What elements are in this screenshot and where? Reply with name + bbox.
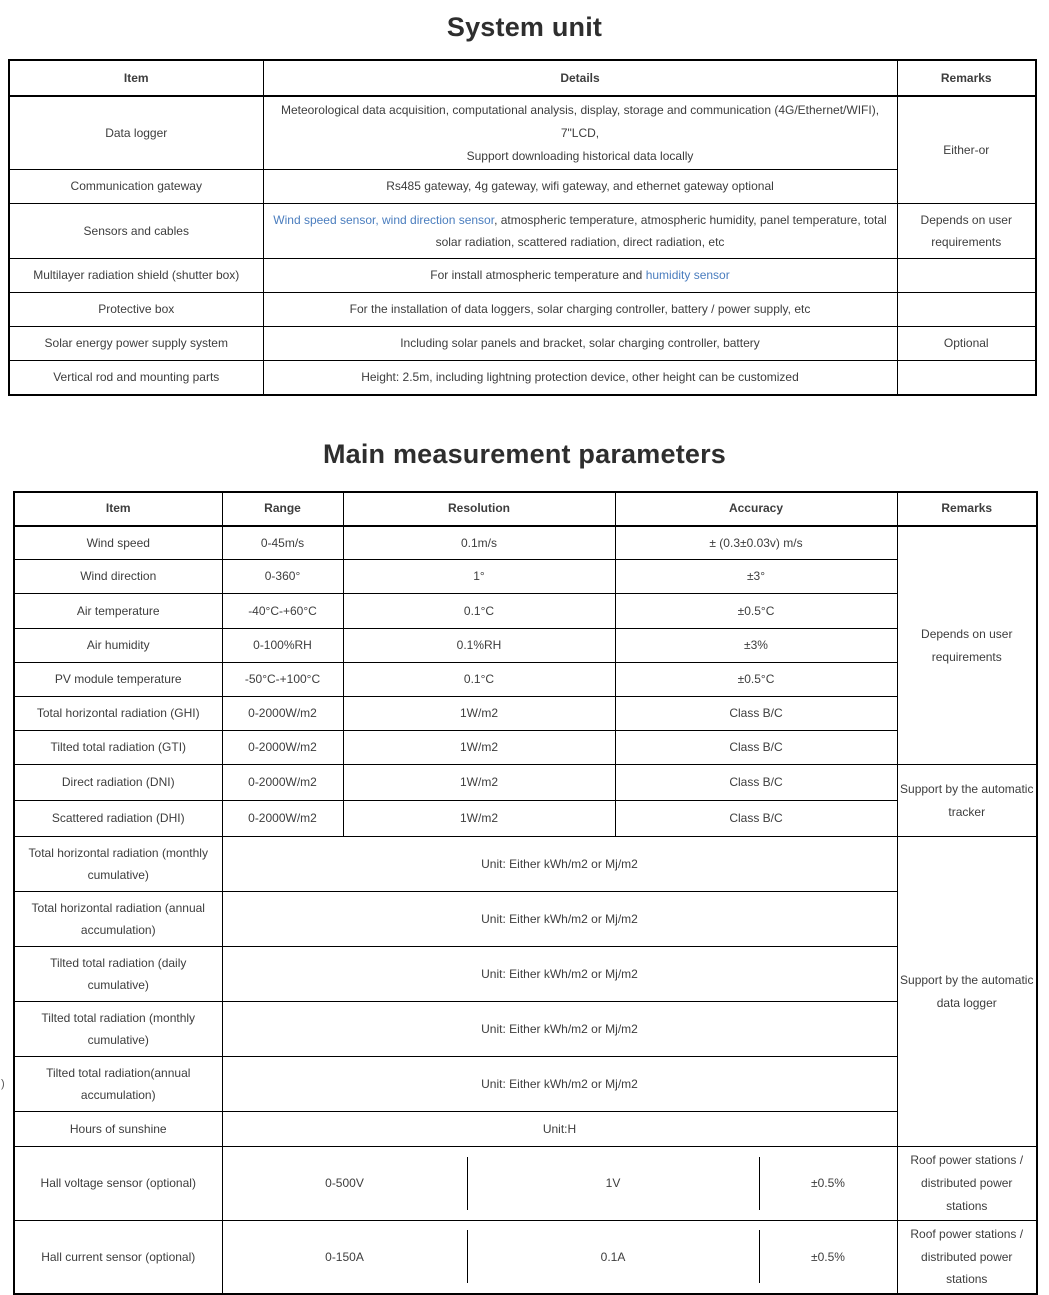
range-cell: 0-100%RH	[222, 629, 343, 663]
remarks-cell-empty	[897, 361, 1036, 395]
unit-cell: Unit: Either kWh/m2 or Mj/m2	[222, 892, 897, 947]
stray-paren-artifact: )	[1, 1078, 5, 1090]
row-data-logger	[9, 96, 1036, 170]
remarks-cell-depends: Depends on user requirements	[897, 526, 1037, 765]
row-communication-gateway	[9, 170, 1036, 204]
range-cell: 0-2000W/m2	[222, 765, 343, 801]
remarks-cell-optional: Optional	[897, 327, 1036, 361]
details-cell	[263, 96, 897, 170]
accuracy-cell: Class B/C	[615, 765, 897, 801]
accuracy-cell: Class B/C	[615, 801, 897, 837]
details-rest: , atmospheric temperature, atmospheric humidity, panel temperature, total solar radiation, scattered radiation, direct radiation, etc	[435, 212, 887, 250]
header-item: Item	[14, 492, 222, 526]
remarks-cell-roof	[897, 1147, 1037, 1220]
accuracy-cell: Class B/C	[615, 697, 897, 731]
system-unit-table	[8, 59, 1037, 396]
accuracy-cell: ± (0.3±0.03v) m/s	[615, 526, 897, 560]
details-cell: Height: 2.5m, including lightning protection device, other height can be customized	[263, 361, 897, 395]
unit-cell: Unit: Either kWh/m2 or Mj/m2	[222, 947, 897, 1002]
remarks-cell-either-or: Either-or	[897, 96, 1036, 204]
resolution-cell: 0.1m/s	[343, 526, 615, 560]
remarks-line2: distributed power stations	[921, 1176, 1013, 1213]
resolution-cell: 0.1°C	[343, 663, 615, 697]
row-ghi-monthly	[14, 837, 1037, 892]
remarks-cell-empty	[897, 293, 1036, 327]
item-cell: Solar energy power supply system	[9, 327, 263, 361]
unit-cell: Unit: Either kWh/m2 or Mj/m2	[222, 1057, 897, 1112]
item-cell: Wind direction	[14, 560, 222, 594]
item-cell: Air humidity	[14, 629, 222, 663]
measurement-parameters-table	[13, 491, 1038, 1295]
header-details: Details	[263, 60, 897, 96]
details-cell	[263, 204, 897, 259]
row-hall-voltage	[14, 1147, 1037, 1220]
accuracy-cell: ±3%	[615, 629, 897, 663]
row-gti-monthly	[14, 1002, 1037, 1057]
row-wind-speed	[14, 526, 1037, 560]
row-sensors-cables	[9, 204, 1036, 259]
row-radiation-shield	[9, 259, 1036, 293]
row-wind-direction	[14, 560, 1037, 594]
header-remarks: Remarks	[897, 492, 1037, 526]
details-cell	[263, 259, 897, 293]
range-cell: 0-45m/s	[222, 526, 343, 560]
row-air-humidity	[14, 629, 1037, 663]
remarks-cell-roof	[897, 1220, 1037, 1294]
range-cell: 0-2000W/m2	[222, 697, 343, 731]
remarks-cell-depends: Depends on user requirements	[897, 204, 1036, 259]
resolution-cell: 1W/m2	[343, 697, 615, 731]
details-cell: Rs485 gateway, 4g gateway, wifi gateway, and ethernet gateway optional	[263, 170, 897, 204]
header-range: Range	[222, 492, 343, 526]
accuracy-cell: ±0.5%	[811, 1176, 845, 1191]
resolution-cell: 0.1A	[468, 1230, 760, 1283]
accuracy-cell: Class B/C	[615, 731, 897, 765]
item-cell: Tilted total radiation(annual accumulation)	[14, 1057, 222, 1112]
row-vertical-rod	[9, 361, 1036, 395]
remarks-line1: Roof power stations /	[910, 1153, 1024, 1168]
range-cell: 0-360°	[222, 560, 343, 594]
item-cell: Vertical rod and mounting parts	[9, 361, 263, 395]
details-pre: For install atmospheric temperature and	[430, 268, 646, 283]
unit-cell: Unit:H	[222, 1112, 897, 1147]
resolution-cell: 0.1°C	[343, 594, 615, 629]
item-cell: Total horizontal radiation (annual accumulation)	[14, 892, 222, 947]
range-cell: 0-2000W/m2	[222, 731, 343, 765]
item-cell: Sensors and cables	[9, 204, 263, 259]
range-cell: -50°C-+100°C	[222, 663, 343, 697]
row-ghi	[14, 697, 1037, 731]
accuracy-cell: ±0.5°C	[615, 663, 897, 697]
item-cell: Data logger	[9, 96, 263, 170]
item-cell: Wind speed	[14, 526, 222, 560]
item-cell: Tilted total radiation (daily cumulative)	[14, 947, 222, 1002]
hall-current-values	[222, 1220, 897, 1294]
details-cell: Including solar panels and bracket, solar charging controller, battery	[263, 327, 897, 361]
unit-cell: Unit: Either kWh/m2 or Mj/m2	[222, 1002, 897, 1057]
row-pv-module-temperature	[14, 663, 1037, 697]
item-cell: Hall current sensor (optional)	[14, 1220, 222, 1294]
remarks-line2: distributed power stations	[921, 1249, 1013, 1287]
remarks-line1: Roof power stations /	[910, 1226, 1024, 1241]
row-hall-current	[14, 1220, 1037, 1294]
row-protective-box	[9, 293, 1036, 327]
item-cell: Hours of sunshine	[14, 1112, 222, 1147]
item-cell: Communication gateway	[9, 170, 263, 204]
unit-cell: Unit: Either kWh/m2 or Mj/m2	[222, 837, 897, 892]
details-line2: Support downloading historical data locally	[466, 148, 694, 163]
range-cell: 0-2000W/m2	[222, 801, 343, 837]
humidity-sensor-link[interactable]: humidity sensor	[645, 268, 730, 283]
row-gti	[14, 731, 1037, 765]
system-header-row	[9, 60, 1036, 96]
row-dni	[14, 765, 1037, 801]
params-header-row	[14, 492, 1037, 526]
item-cell: Hall voltage sensor (optional)	[14, 1147, 222, 1220]
accuracy-cell: ±0.5%	[811, 1249, 845, 1264]
resolution-cell: 1°	[343, 560, 615, 594]
accuracy-cell: ±0.5°C	[615, 594, 897, 629]
item-cell: Total horizontal radiation (GHI)	[14, 697, 222, 731]
item-cell: Multilayer radiation shield (shutter box)	[9, 259, 263, 293]
accuracy-cell: ±3°	[615, 560, 897, 594]
row-hours-of-sunshine	[14, 1112, 1037, 1147]
header-item: Item	[9, 60, 263, 96]
row-gti-annual	[14, 1057, 1037, 1112]
row-ghi-annual	[14, 892, 1037, 947]
resolution-cell: 1W/m2	[343, 801, 615, 837]
item-cell: Tilted total radiation (GTI)	[14, 731, 222, 765]
details-line1: Meteorological data acquisition, computational analysis, display, storage and communication (4G/Ethernet/WIFI), 7"LCD,	[280, 103, 880, 140]
item-cell: Tilted total radiation (monthly cumulative)	[14, 1002, 222, 1057]
header-accuracy: Accuracy	[615, 492, 897, 526]
item-cell: Protective box	[9, 293, 263, 327]
item-cell: PV module temperature	[14, 663, 222, 697]
remarks-cell-empty	[897, 259, 1036, 293]
range-cell: 0-150A	[223, 1230, 468, 1283]
header-resolution: Resolution	[343, 492, 615, 526]
resolution-cell: 1W/m2	[343, 765, 615, 801]
resolution-cell: 1V	[468, 1157, 760, 1210]
wind-sensors-link[interactable]: Wind speed sensor, wind direction sensor	[273, 212, 495, 227]
system-unit-title: System unit	[446, 12, 603, 42]
remarks-cell-tracker: Support by the automatic tracker	[897, 765, 1037, 837]
range-cell: 0-500V	[223, 1157, 468, 1210]
row-gti-daily	[14, 947, 1037, 1002]
row-dhi	[14, 801, 1037, 837]
item-cell: Scattered radiation (DHI)	[14, 801, 222, 837]
measurement-parameters-title: Main measurement parameters	[322, 438, 727, 469]
header-remarks: Remarks	[897, 60, 1036, 96]
details-cell: For the installation of data loggers, solar charging controller, battery / power supply, etc	[263, 293, 897, 327]
item-cell: Air temperature	[14, 594, 222, 629]
resolution-cell: 1W/m2	[343, 731, 615, 765]
hall-voltage-values	[222, 1147, 897, 1220]
item-cell: Direct radiation (DNI)	[14, 765, 222, 801]
item-cell: Total horizontal radiation (monthly cumulative)	[14, 837, 222, 892]
row-solar-power-system	[9, 327, 1036, 361]
row-air-temperature	[14, 594, 1037, 629]
resolution-cell: 0.1%RH	[343, 629, 615, 663]
remarks-cell-data-logger: Support by the automatic data logger	[897, 837, 1037, 1147]
range-cell: -40°C-+60°C	[222, 594, 343, 629]
